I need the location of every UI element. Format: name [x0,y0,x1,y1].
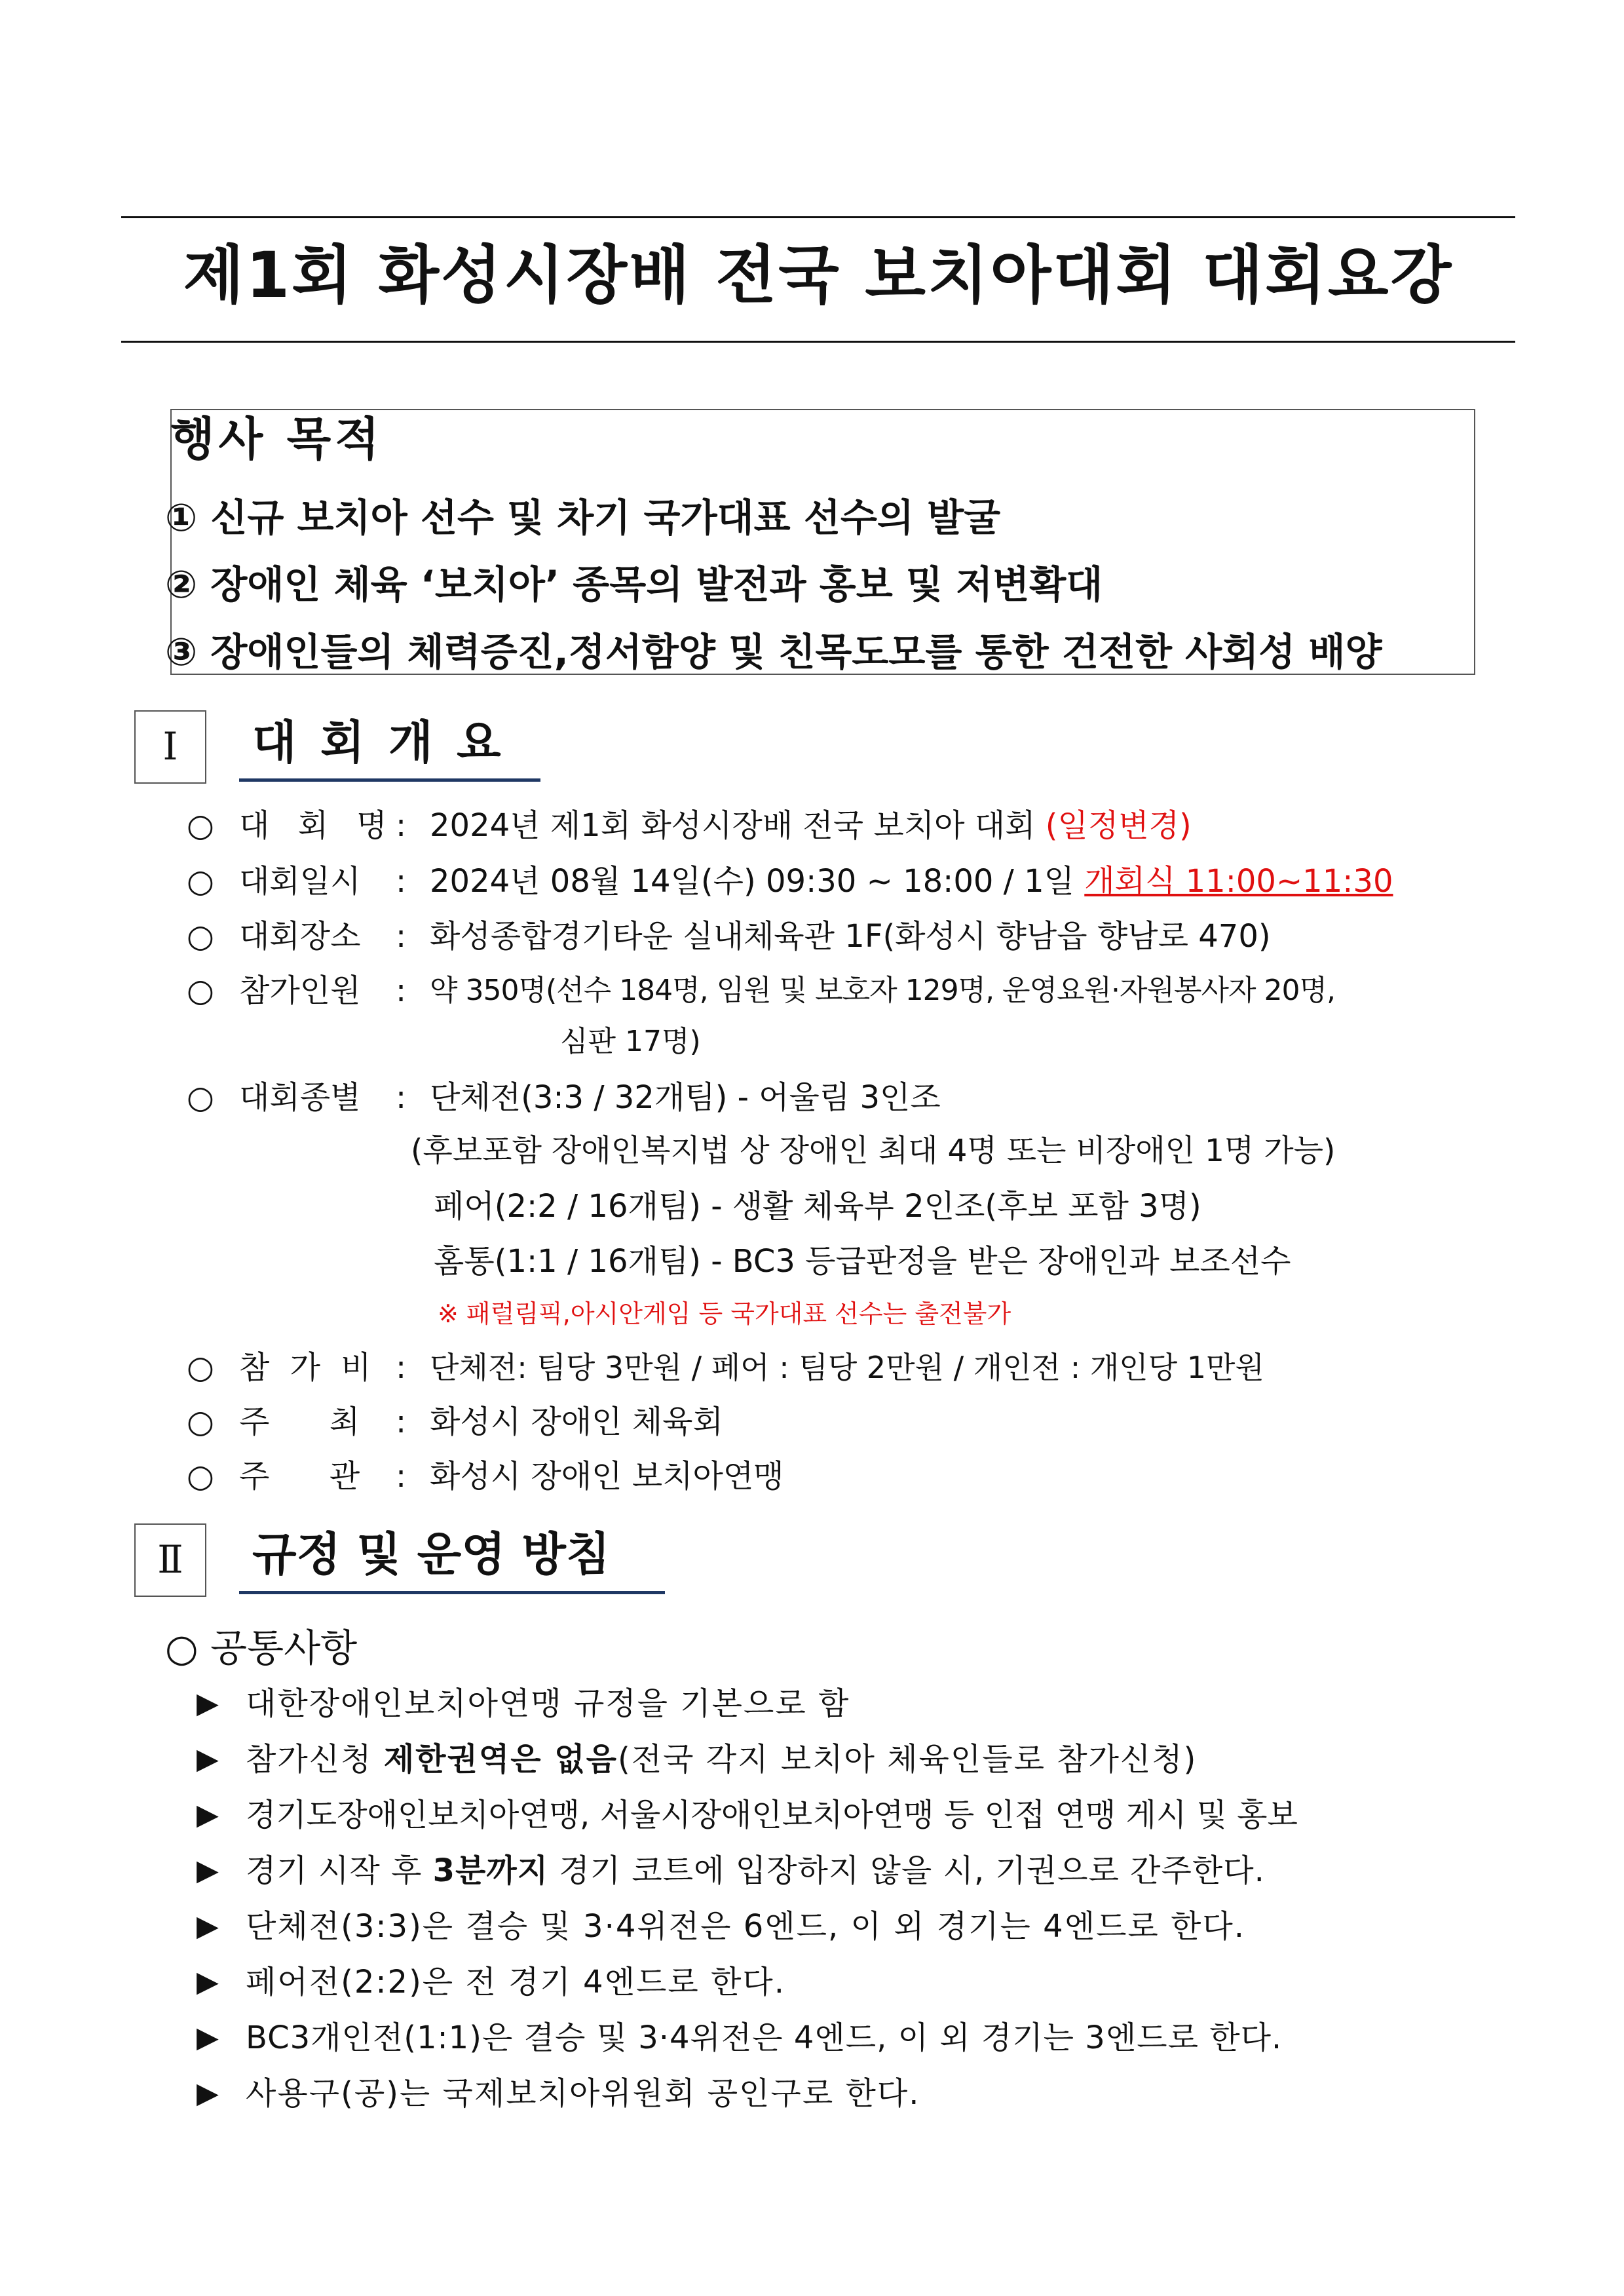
bullet-icon: ▶ [197,1742,219,1776]
bullet-icon: ▶ [197,1687,219,1720]
list-marker: ○ [187,918,214,955]
colon: : [396,1349,407,1386]
colon: : [396,972,407,1009]
venue-value: 화성종합경기타운 실내체육관 1F(화성시 향남읍 향남로 470) [430,918,1271,955]
colon: : [396,1079,407,1116]
events-pair: 페어(2:2 / 16개팀) - 생활 체육부 2인조(후보 포함 3명) [434,1188,1201,1225]
organizer-label: 주 관 [239,1458,360,1495]
purpose-text: 장애인들의 체력증진,정서함양 및 친목도모를 통한 건전한 사회성 배양 [210,630,1382,674]
list-marker: ○ [187,972,214,1009]
fee-value: 단체전: 팀당 3만원 / 페어 : 팀당 2만원 / 개인전 : 개인당 1만원 [430,1350,1264,1385]
rule-item: 대한장애인보치아연맹 규정을 기본으로 함 [246,1685,850,1722]
colon: : [396,1458,407,1495]
participants-label: 참가인원 [239,972,361,1009]
participants-value: 약 350명(선수 184명, 임원 및 보호자 129명, 운영요원·자원봉사자 20명, [430,974,1336,1007]
list-marker: ○ [187,1349,214,1386]
rule-item: BC3개인전(1:1)은 결승 및 3·4위전은 4엔드, 이 외 경기는 3엔드로 한다. [246,2019,1283,2056]
schedule-change-note: (일정변경) [1045,807,1192,844]
bullet-icon: ▶ [197,2021,219,2054]
purpose-text: 신규 보치아 선수 및 차기 국가대표 선수의 발굴 [210,495,1001,540]
list-marker: ○ [187,863,214,900]
bullet-icon: ▶ [197,1798,219,1831]
section-2-underline [239,1591,665,1594]
colon: : [396,863,407,900]
events-team: 단체전(3:3 / 32개팀) - 어울림 3인조 [430,1079,941,1116]
section-2-numeral: Ⅱ [134,1523,206,1597]
rule-item: 단체전(3:3)은 결승 및 3·4위전은 6엔드, 이 외 경기는 4엔드로 한다. [246,1908,1246,1945]
title-top-rule [121,216,1515,218]
colon: : [396,807,407,844]
name-value: 2024년 제1회 화성시장배 전국 보치아 대회 (일정변경) [430,807,1192,844]
events-team-note: (후보포함 장애인복지법 상 장애인 최대 4명 또는 비장애인 1명 가능) [411,1133,1336,1169]
rule-item: 참가신청 제한권역은 없음(전국 각지 보치아 체육인들로 참가신청) [246,1741,1198,1778]
page-title: 제1회 화성시장배 전국 보치아대회 대회요강 [183,239,1454,312]
rule-item: 페어전(2:2)은 전 경기 4엔드로 한다. [246,1964,785,2000]
fee-label: 참 가 비 [239,1349,377,1386]
bullet-icon: ▶ [197,2076,219,2110]
section-1-underline [239,778,540,782]
name-label: 대 회 명 [239,807,396,844]
bullet-icon: ▶ [197,1854,219,1887]
purpose-number: ③ [165,630,198,674]
participants-value-cont: 심판 17명) [560,1025,701,1058]
section-1-numeral: Ⅰ [134,710,206,784]
purpose-item [165,626,1382,678]
bullet-icon: ▶ [197,1909,219,1943]
list-marker: ○ [187,1458,214,1495]
organizer-value: 화성시 장애인 보치아연맹 [430,1458,784,1495]
rule-item: 경기도장애인보치아연맹, 서울시장애인보치아연맹 등 인접 연맹 게시 및 홍보 [246,1797,1298,1833]
purpose-text: 장애인 체육 ‘보치아’ 종목의 발전과 홍보 및 저변확대 [210,562,1103,607]
rule-item: 사용구(공)는 국제보치아위원회 공인구로 한다. [246,2075,920,2112]
common-items-heading: ○ 공통사항 [165,1626,358,1670]
rule-item: 경기 시작 후 3분까지 경기 코트에 입장하지 않을 시, 기권으로 간주한다. [246,1852,1265,1889]
list-marker: ○ [187,807,214,844]
colon: : [396,918,407,955]
events-individual: 홈통(1:1 / 16개팀) - BC3 등급판정을 받은 장애인과 보조선수 [434,1243,1291,1280]
bullet-icon: ▶ [197,1965,219,1999]
purpose-item [165,558,1103,611]
purpose-number: ① [165,495,198,540]
date-label: 대회일시 [239,863,361,900]
section-2-title: 규정 및 운영 방침 [252,1527,611,1581]
date-value: 2024년 08월 14일(수) 09:30 ~ 18:00 / 1일 개회식 11:00~11:30 [430,863,1393,900]
venue-label: 대회장소 [239,918,361,955]
host-value: 화성시 장애인 체육회 [430,1404,723,1440]
title-bottom-rule [121,341,1515,343]
opening-ceremony-note: 개회식 11:00~11:30 [1084,863,1393,900]
section-1-title: 대 회 개 요 [252,716,505,769]
list-marker: ○ [187,1079,214,1116]
purpose-heading: 행사 목적 [170,412,383,466]
list-marker: ○ [187,1404,214,1440]
colon: : [396,1404,407,1440]
national-player-notice: ※ 패럴림픽,아시안게임 등 국가대표 선수는 출전불가 [438,1299,1011,1328]
events-label: 대회종별 [239,1079,361,1116]
purpose-item [165,491,1000,544]
host-label: 주 최 [239,1404,360,1440]
purpose-number: ② [165,562,198,607]
